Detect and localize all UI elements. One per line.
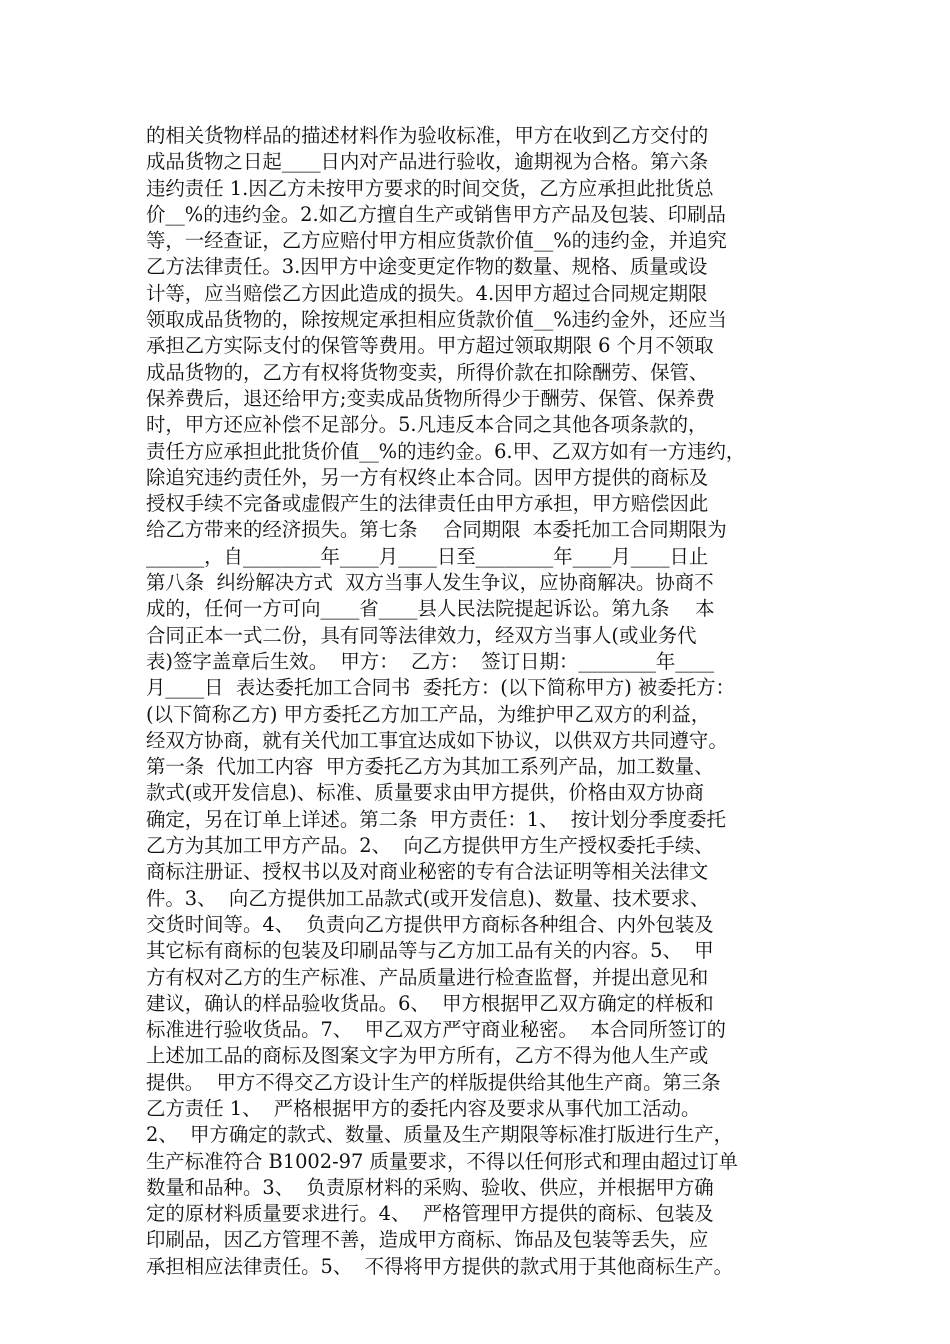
text-line: 成的，任何一方可向____省____县人民法院提起诉讼。第九条 本 xyxy=(146,597,715,621)
text-line: 数量和品种。3、 负责原材料的采购、验收、供应，并根据甲方确 xyxy=(146,1175,714,1199)
text-line: 的相关货物样品的描述材料作为验收标准，甲方在收到乙方交付的 xyxy=(146,124,709,147)
text-line: 建议，确认的样品验收货品。6、 甲方根据甲乙双方确定的样板和 xyxy=(146,991,714,1015)
text-line: 第一条 代加工内容 甲方委托乙方为其加工系列产品，加工数量、 xyxy=(146,755,714,779)
text-line: 上述加工品的商标及图案文字为甲方所有，乙方不得为他人生产或 xyxy=(146,1044,709,1068)
text-line: 商标注册证、授权书以及对商业秘密的专有合法证明等相关法律文 xyxy=(146,860,709,884)
text-line: 表)签字盖章后生效。 甲方： 乙方： 签订日期：________年____ xyxy=(146,649,715,673)
text-line: 乙方责任 1、 严格根据甲方的委托内容及要求从事代加工活动。 xyxy=(146,1096,701,1120)
text-line: 等，一经查证，乙方应赔付甲方相应货款价值__%的违约金，并追究 xyxy=(146,229,727,253)
text-line: 价__%的违约金。2.如乙方擅自生产或销售甲方产品及包装、印刷品 xyxy=(146,202,726,226)
text-line: ______，自________年____月____日至________年____月____日止 xyxy=(146,544,709,568)
text-line: 承担乙方实际支付的保管等费用。甲方超过领取期限 6 个月不领取 xyxy=(146,334,714,358)
text-line: 成品货物的，乙方有权将货物变卖，所得价款在扣除酬劳、保管、 xyxy=(146,360,709,384)
text-line: 确定，另在订单上详述。第二条 甲方责任：1、 按计划分季度委托 xyxy=(146,807,726,831)
text-line: 保养费后，退还给甲方;变卖成品货物所得少于酬劳、保管、保养费 xyxy=(146,386,715,410)
text-line: 责任方应承担此批货价值__%的违约金。6.甲、乙双方如有一方违约， xyxy=(146,439,746,463)
text-line: 除追究违约责任外，另一方有权终止本合同。因甲方提供的商标及 xyxy=(146,465,709,489)
text-line: 生产标准符合 B1002-97 质量要求，不得以任何形式和理由超过订单 xyxy=(146,1149,738,1173)
text-line: 标准进行验收货品。7、 甲乙双方严守商业秘密。 本合同所签订的 xyxy=(146,1018,726,1042)
text-line: 乙方为其加工甲方产品。2、 向乙方提供甲方生产授权委托手续、 xyxy=(146,834,714,858)
text-line: 2、 甲方确定的款式、数量、质量及生产期限等标准打版进行生产， xyxy=(146,1123,733,1147)
text-line: 交货时间等。4、 负责向乙方提供甲方商标各种组合、内外包装及 xyxy=(146,912,714,936)
contract-text-body xyxy=(146,123,830,1280)
text-line: 领取成品货物的，除按规定承担相应货款价值__%违约金外，还应当 xyxy=(146,308,727,332)
text-line: 授权手续不完备或虚假产生的法律责任由甲方承担，甲方赔偿因此 xyxy=(146,492,709,516)
text-line: 时，甲方还应补偿不足部分。5.凡违反本合同之其他各项条款的， xyxy=(146,413,708,437)
text-line: 月____日 表达委托加工合同书 委托方：(以下简称甲方) 被委托方： xyxy=(146,676,735,700)
text-line: 印刷品，因乙方管理不善，造成甲方商标、饰品及包装等丢失，应 xyxy=(146,1228,709,1252)
text-line: 其它标有商标的包装及印刷品等与乙方加工品有关的内容。5、 甲 xyxy=(146,939,714,963)
text-line: (以下简称乙方) 甲方委托乙方加工产品，为维护甲乙双方的利益， xyxy=(146,702,711,726)
text-line: 违约责任 1.因乙方未按甲方要求的时间交货，乙方应承担此批货总 xyxy=(146,176,714,200)
text-line: 合同正本一式二份，具有同等法律效力，经双方当事人(或业务代 xyxy=(146,623,697,647)
text-line: 承担相应法律责任。5、 不得将甲方提供的款式用于其他商标生产。 xyxy=(146,1254,733,1278)
text-line: 成品货物之日起____日内对产品进行验收，逾期视为合格。第六条 xyxy=(146,150,709,174)
text-line: 款式(或开发信息)、标准、质量要求由甲方提供，价格由双方协商 xyxy=(146,781,705,805)
text-line: 乙方法律责任。3.因甲方中途变更定作物的数量、规格、质量或设 xyxy=(146,255,708,279)
text-line: 给乙方带来的经济损失。第七条 合同期限 本委托加工合同期限为 xyxy=(146,518,727,542)
text-line: 第八条 纠纷解决方式 双方当事人发生争议，应协商解决。协商不 xyxy=(146,571,714,595)
text-line: 件。3、 向乙方提供加工品款式(或开发信息)、数量、技术要求、 xyxy=(146,886,710,910)
text-line: 提供。 甲方不得交乙方设计生产的样版提供给其他生产商。第三条 xyxy=(146,1070,721,1094)
text-line: 经双方协商，就有关代加工事宜达成如下协议，以供双方共同遵守。 xyxy=(146,728,728,752)
text-line: 方有权对乙方的生产标准、产品质量进行检查监督，并提出意见和 xyxy=(146,965,709,989)
text-line: 计等，应当赔偿乙方因此造成的损失。4.因甲方超过合同规定期限 xyxy=(146,281,708,305)
text-line: 定的原材料质量要求进行。4、 严格管理甲方提供的商标、包装及 xyxy=(146,1202,714,1226)
